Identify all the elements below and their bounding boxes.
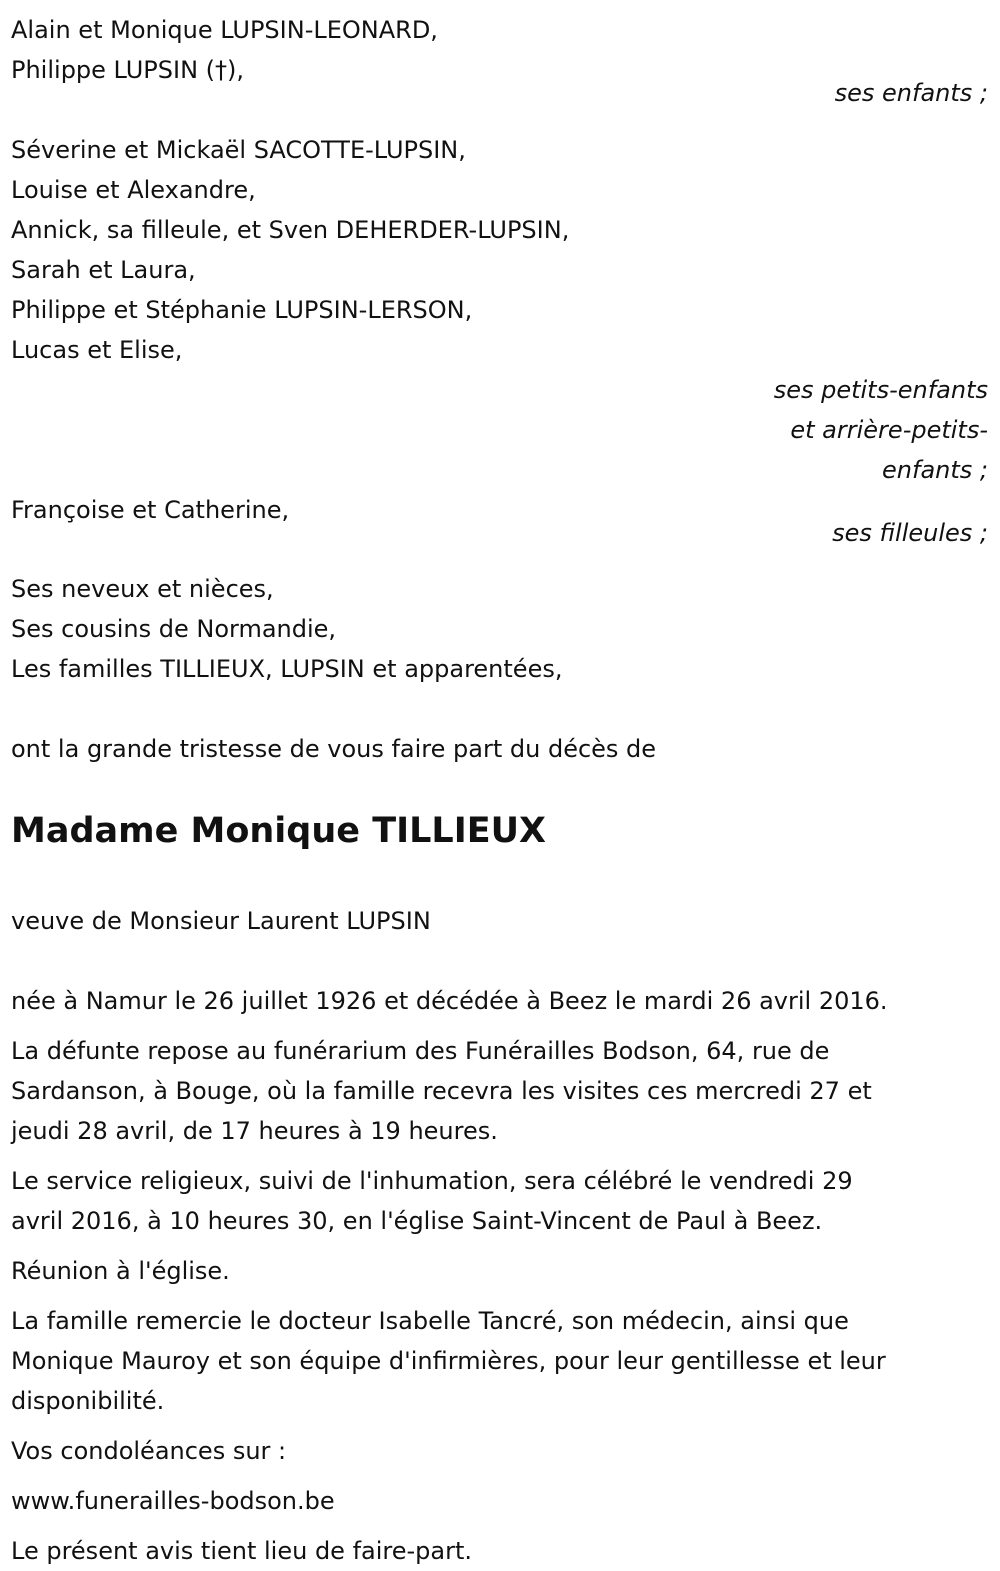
service-line-2: avril 2016, à 10 heures 30, en l'église Saint-Vincent de Paul à Beez. xyxy=(11,1207,823,1235)
condolences-label: Vos condoléances sur : xyxy=(11,1437,287,1465)
rest-paragraph xyxy=(11,1031,990,1151)
children-line-2: Philippe LUPSIN (†), xyxy=(11,56,245,84)
grandchildren-role-line-1: ses petits-enfants xyxy=(773,376,988,404)
children-line-1: Alain et Monique LUPSIN-LEONARD, xyxy=(11,16,438,44)
extended-line-3: Les familles TILLIEUX, LUPSIN et apparentées, xyxy=(11,655,563,683)
thanks-paragraph xyxy=(11,1301,990,1421)
widow-of-text: veuve de Monsieur Laurent LUPSIN xyxy=(11,907,431,935)
announcement-text: ont la grande tristesse de vous faire part du décès de xyxy=(11,735,657,763)
notice-text: Le présent avis tient lieu de faire-part. xyxy=(11,1537,473,1565)
born-died-text: née à Namur le 26 juillet 1926 et décédée à Beez le mardi 26 avril 2016. xyxy=(11,987,888,1015)
grandchildren-role-line-2: et arrière-petits- xyxy=(790,416,988,444)
grandchildren-block xyxy=(11,130,990,490)
meeting-text: Réunion à l'église. xyxy=(11,1257,230,1285)
grandchildren-line-3: Annick, sa filleule, et Sven DEHERDER-LUPSIN, xyxy=(11,216,570,244)
service-line-1: Le service religieux, suivi de l'inhumation, sera célébré le vendredi 29 xyxy=(11,1167,853,1195)
rest-line-2: Sardanson, à Bouge, où la famille recevra les visites ces mercredi 27 et xyxy=(11,1077,872,1105)
children-role: ses enfants ; xyxy=(834,79,988,107)
deceased-name: Madame Monique TILLIEUX xyxy=(11,811,547,851)
grandchildren-line-1: Séverine et Mickaël SACOTTE-LUPSIN, xyxy=(11,136,466,164)
grandchildren-line-4: Sarah et Laura, xyxy=(11,256,196,284)
extended-family-block xyxy=(11,569,990,689)
children-block xyxy=(11,10,990,113)
rest-line-1: La défunte repose au funérarium des Funérailles Bodson, 64, rue de xyxy=(11,1037,830,1065)
grandchildren-role-line-3: enfants ; xyxy=(882,456,988,484)
grandchildren-line-6: Lucas et Elise, xyxy=(11,336,183,364)
extended-line-1: Ses neveux et nièces, xyxy=(11,575,274,603)
goddaughters-role: ses filleules ; xyxy=(832,519,988,547)
grandchildren-line-2: Louise et Alexandre, xyxy=(11,176,256,204)
thanks-line-3: disponibilité. xyxy=(11,1387,165,1415)
grandchildren-line-5: Philippe et Stéphanie LUPSIN-LERSON, xyxy=(11,296,473,324)
goddaughters-block xyxy=(11,490,990,553)
website-link[interactable]: www.funerailles-bodson.be xyxy=(11,1487,335,1515)
service-paragraph xyxy=(11,1161,990,1241)
extended-line-2: Ses cousins de Normandie, xyxy=(11,615,337,643)
rest-line-3: jeudi 28 avril, de 17 heures à 19 heures. xyxy=(11,1117,498,1145)
goddaughters-line-1: Françoise et Catherine, xyxy=(11,496,290,524)
thanks-line-1: La famille remercie le docteur Isabelle Tancré, son médecin, ainsi que xyxy=(11,1307,849,1335)
thanks-line-2: Monique Mauroy et son équipe d'infirmières, pour leur gentillesse et leur xyxy=(11,1347,886,1375)
